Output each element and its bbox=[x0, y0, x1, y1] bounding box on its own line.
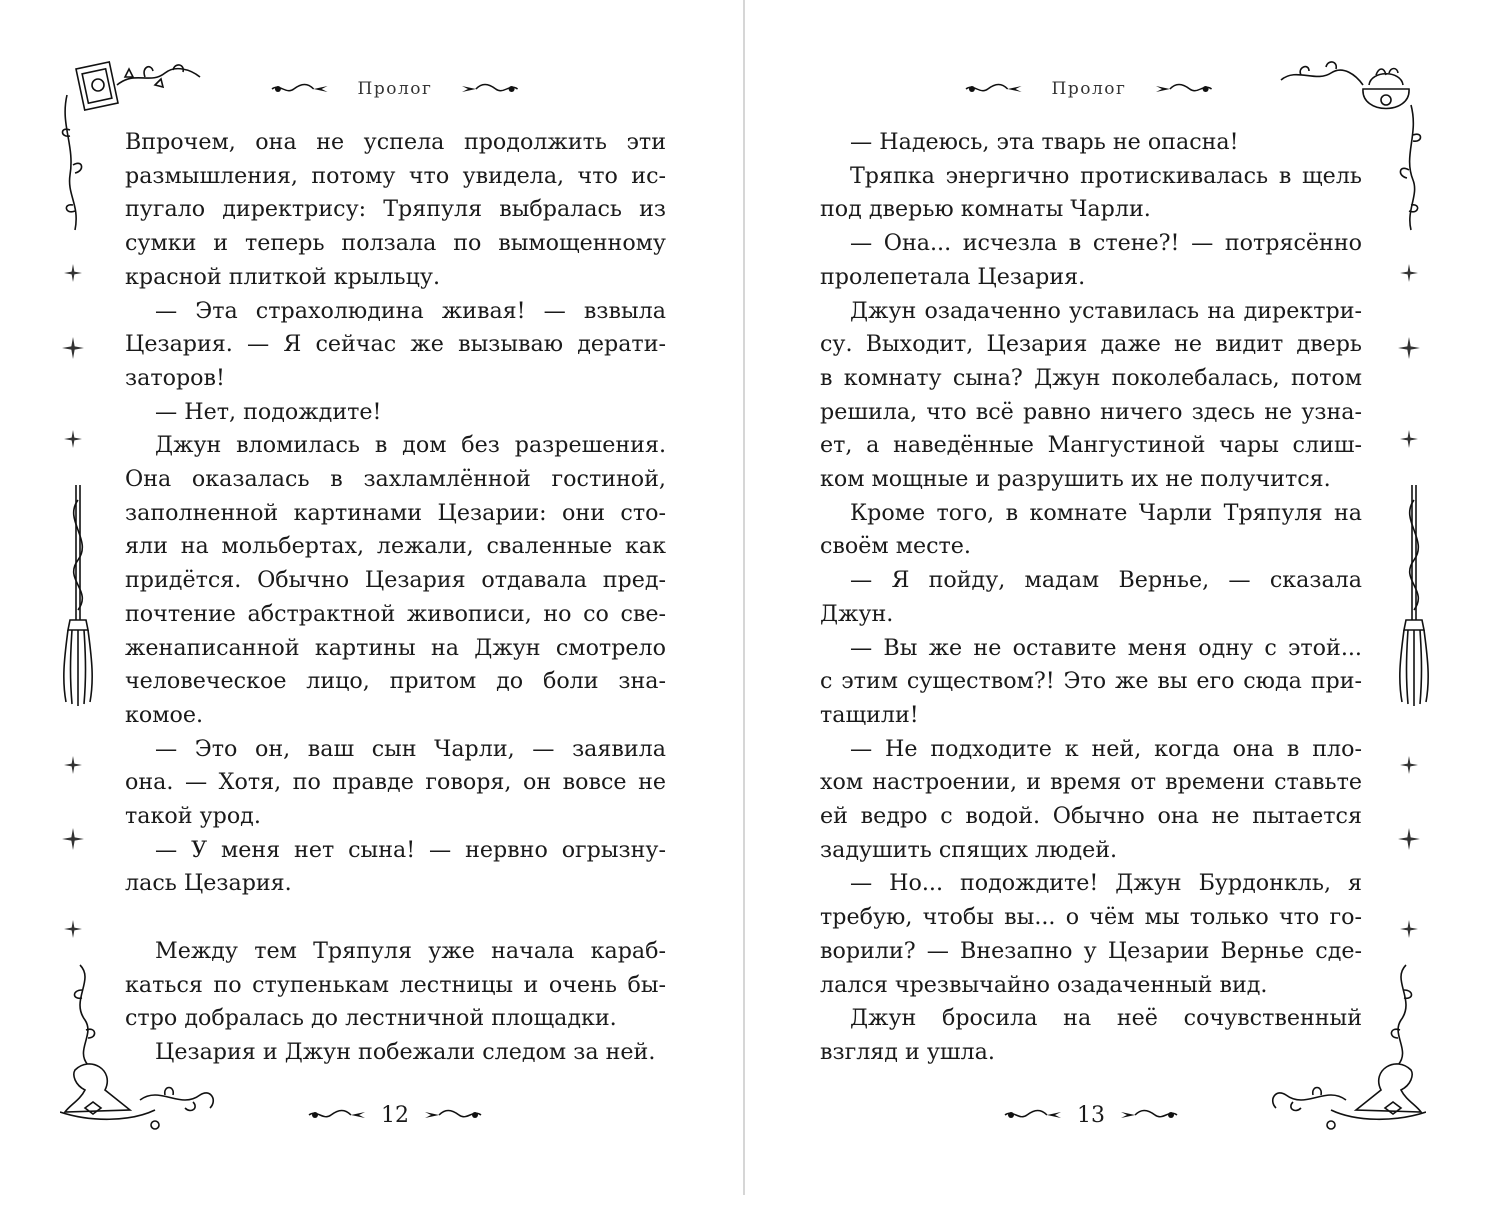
text-line: стро добралась до лестничной площадки. bbox=[125, 1005, 617, 1032]
text-line: яли на мольбертах, лежали, сваленные как bbox=[125, 533, 666, 560]
text-line: — Я пойду, мадам Вернье, — сказала bbox=[850, 567, 1362, 594]
running-title: Пролог bbox=[357, 79, 433, 99]
text-line: — Она... исчезла в стене?! — потрясённо bbox=[850, 230, 1362, 257]
bottom-right-witch-hat-ornament bbox=[1261, 960, 1426, 1145]
text-line: ворили? — Внезапно у Цезарии Вернье сде- bbox=[820, 937, 1362, 964]
right-page bbox=[746, 0, 1486, 1207]
page-gutter bbox=[743, 0, 745, 1195]
text-line: своём месте. bbox=[820, 533, 971, 560]
page-number: 13 bbox=[1077, 1102, 1105, 1128]
text-line: с этим существом?! Это же вы его сюда при- bbox=[820, 668, 1362, 695]
text-line: заполненной картинами Цезарии: они сто- bbox=[125, 499, 666, 526]
sparkle-icon bbox=[1400, 264, 1418, 282]
text-line: решила, что всё равно ничего здесь не узна- bbox=[820, 398, 1362, 425]
text-line: Она оказалась в захламлённой гостиной, bbox=[125, 466, 666, 493]
sparkle-icon bbox=[62, 337, 84, 359]
right-page-footer bbox=[996, 1098, 1186, 1132]
text-line: комое. bbox=[125, 701, 204, 728]
left-page-text bbox=[125, 126, 666, 1070]
text-line: Цезария. — Я сейчас же вызываю дерати- bbox=[125, 331, 666, 358]
text-line: женаписанной картины на Джун смотрело bbox=[125, 634, 666, 661]
text-line: размышления, потому что увидела, что ис- bbox=[125, 162, 666, 189]
text-line: — Не подходите к ней, когда она в пло- bbox=[850, 735, 1362, 762]
text-line: ет, а наведённые Мангустиной чары слиш- bbox=[820, 432, 1362, 459]
left-running-header bbox=[270, 74, 520, 104]
footer-flourish-right-icon bbox=[423, 1106, 483, 1124]
text-line: задушить спящих людей. bbox=[820, 836, 1118, 863]
text-line: красной плиткой крыльцу. bbox=[125, 263, 441, 290]
running-title: Пролог bbox=[1051, 79, 1127, 99]
text-line: заторов! bbox=[125, 364, 225, 391]
text-line: Впрочем, она не успела продолжить эти bbox=[125, 129, 666, 155]
bottom-left-witch-hat-ornament bbox=[60, 960, 225, 1145]
text-line: придётся. Обычно Цезария отдавала пред- bbox=[125, 567, 666, 594]
text-line bbox=[125, 901, 666, 935]
text-line: — Это он, ваш сын Чарли, — заявила bbox=[155, 735, 666, 762]
left-page bbox=[0, 0, 740, 1207]
sparkle-icon bbox=[64, 920, 82, 938]
text-line: — Нет, подождите! bbox=[155, 398, 382, 425]
sparkle-icon bbox=[62, 828, 84, 850]
sparkle-icon bbox=[64, 430, 82, 448]
text-line: лась Цезария. bbox=[125, 870, 292, 897]
text-line: Тряпка энергично протискивалась в щель bbox=[850, 162, 1362, 189]
text-line: лался чрезвычайно озадаченный вид. bbox=[820, 971, 1268, 998]
sparkle-icon bbox=[1400, 756, 1418, 774]
header-flourish-left-icon bbox=[964, 80, 1024, 98]
sparkle-icon bbox=[1398, 828, 1420, 850]
text-line: пугало директрису: Тряпуля выбралась из bbox=[125, 196, 666, 223]
text-line: — У меня нет сына! — нервно огрызну- bbox=[155, 836, 666, 863]
broom-icon bbox=[1394, 480, 1434, 710]
text-line: Цезария и Джун побежали следом за ней. bbox=[155, 1038, 656, 1065]
footer-flourish-left-icon bbox=[307, 1106, 367, 1124]
text-line: такой урод. bbox=[125, 803, 261, 830]
text-line: — Но... подождите! Джун Бурдонкль, я bbox=[850, 870, 1362, 897]
text-line: под дверью комнаты Чарли. bbox=[820, 196, 1151, 223]
text-line: каться по ступенькам лестницы и очень бы- bbox=[125, 971, 666, 998]
text-line: взгляд и ушла. bbox=[820, 1038, 995, 1065]
text-line: в комнату сына? Джун поколебалась, потом bbox=[820, 364, 1362, 391]
text-line: Кроме того, в комнате Чарли Тряпуля на bbox=[850, 499, 1362, 526]
header-flourish-right-icon bbox=[460, 80, 520, 98]
sparkle-icon bbox=[64, 756, 82, 774]
right-running-header bbox=[964, 74, 1214, 104]
text-line: Между тем Тряпуля уже начала караб- bbox=[155, 937, 666, 964]
text-line: — Эта страхолюдина живая! — взвыла bbox=[155, 297, 666, 324]
footer-flourish-left-icon bbox=[1003, 1106, 1063, 1124]
sparkle-icon bbox=[1400, 430, 1418, 448]
header-flourish-left-icon bbox=[270, 80, 330, 98]
sparkle-icon bbox=[1400, 920, 1418, 938]
text-line: Джун вломилась в дом без разрешения. bbox=[155, 432, 666, 459]
sparkle-icon bbox=[64, 264, 82, 282]
text-line: — Вы же не оставите меня одну с этой... bbox=[850, 634, 1362, 661]
text-line: — Надеюсь, эта тварь не опасна! bbox=[850, 129, 1239, 155]
text-line: пролепетала Цезария. bbox=[820, 263, 1086, 290]
text-line: человеческое лицо, притом до боли зна- bbox=[125, 668, 666, 695]
text-line: требую, чтобы вы... о чём мы только что го- bbox=[820, 904, 1362, 931]
text-line: хом настроении, и время от времени ставьте bbox=[820, 769, 1362, 796]
footer-flourish-right-icon bbox=[1119, 1106, 1179, 1124]
sparkle-icon bbox=[1398, 337, 1420, 359]
right-page-text bbox=[820, 126, 1362, 1070]
text-line: ком мощные и разрушить их не получится. bbox=[820, 466, 1331, 493]
text-line: Джун озадаченно уставилась на директри- bbox=[850, 297, 1362, 324]
text-line: сумки и теперь ползала по вымощенному bbox=[125, 230, 666, 257]
text-line: ей ведро с водой. Обычно она не пытается bbox=[820, 803, 1362, 830]
text-line: Джун бросила на неё сочувственный bbox=[850, 1005, 1362, 1032]
header-flourish-right-icon bbox=[1154, 80, 1214, 98]
text-line: Джун. bbox=[820, 600, 894, 627]
broom-icon bbox=[58, 480, 98, 710]
text-line: почтение абстрактной живописи, но со све- bbox=[125, 600, 666, 627]
text-line: тащили! bbox=[820, 701, 919, 728]
left-page-footer bbox=[300, 1098, 490, 1132]
page-number: 12 bbox=[381, 1102, 409, 1128]
text-line: она. — Хотя, по правде говоря, он вовсе не bbox=[125, 769, 666, 796]
text-line: су. Выходит, Цезария даже не видит дверь bbox=[820, 331, 1362, 358]
